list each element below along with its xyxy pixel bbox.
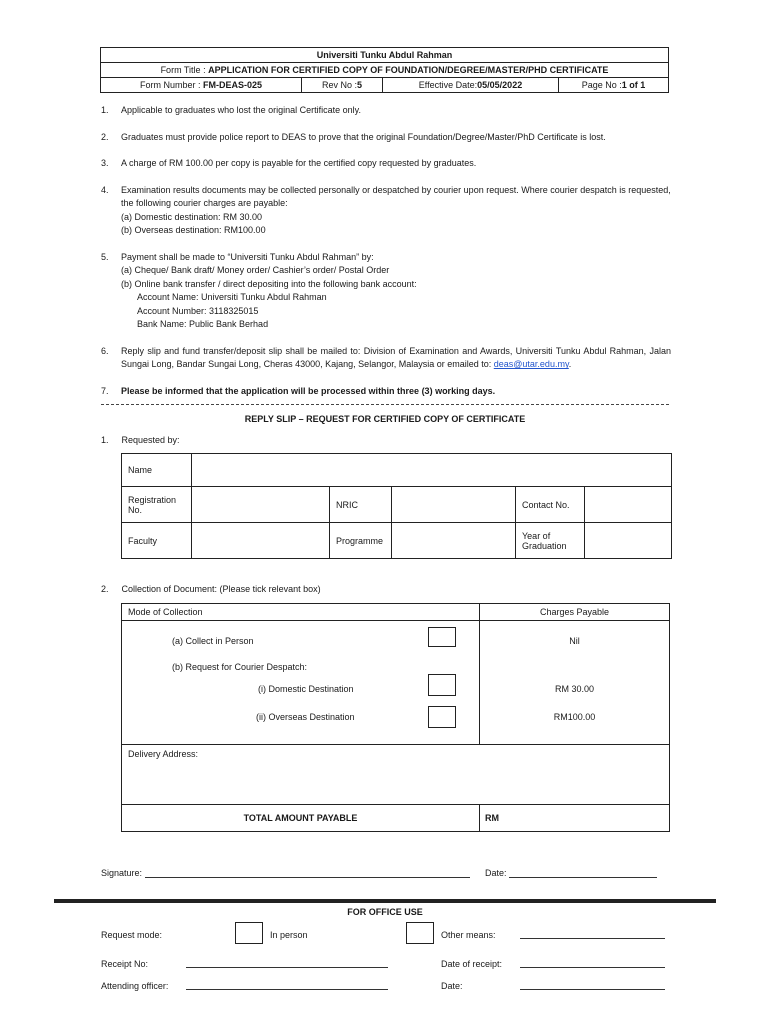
office-date-field[interactable] bbox=[520, 979, 665, 990]
nric-label: NRIC bbox=[330, 487, 392, 523]
attending-officer-field[interactable] bbox=[186, 979, 388, 990]
page-no bbox=[558, 78, 668, 92]
faculty-field[interactable] bbox=[192, 523, 330, 559]
signature-field[interactable] bbox=[145, 877, 470, 878]
form-number-value: FM-DEAS-025 bbox=[203, 80, 263, 90]
note-4: 4. Examination results documents may be collected personally or despatched by courier upon request. Where courier despatch is requested, the following courier charges are payable: (a) Domestic destination: RM 30.00 (b) Overseas destination: RM100.00 bbox=[101, 184, 671, 238]
courier-label: (b) Request for Courier Despatch: bbox=[172, 662, 308, 672]
note-1: 1. Applicable to graduates who lost the original Certificate only. bbox=[101, 104, 671, 117]
note-6: 6. Reply slip and fund transfer/deposit slip shall be mailed to: Division of Examination and Awards, Universiti Tunku Abdul Rahman, Jalan Sungai Long, Bandar Sungai Long, Cheras 43000, Kajang, Selangor, Malaysia or emailed to: deas@utar.edu.my. bbox=[101, 346, 671, 370]
registration-label: Registration No. bbox=[122, 487, 192, 523]
note-2: 2. Graduates must provide police report to DEAS to prove that the original Foundation/Degree/Master/PhD Certificate is lost. bbox=[101, 131, 671, 144]
account-number: Account Number: 3118325015 bbox=[137, 305, 259, 316]
in-person-checkbox[interactable] bbox=[235, 922, 263, 944]
rev-label: Rev No : bbox=[321, 80, 357, 90]
header-row-title bbox=[101, 62, 668, 77]
note-2-text: Graduates must provide police report to DEAS to prove that the original Foundation/Degree/Master/PhD Certificate is lost. bbox=[121, 132, 606, 142]
programme-label: Programme bbox=[330, 523, 392, 559]
form-title-label: Form Title : bbox=[160, 65, 209, 75]
note-6-text: Reply slip and fund transfer/deposit slip shall be mailed to: Division of Examination and Awards, Universiti Tunku Abdul Rahman, Jalan Sungai Long, Bandar Sungai Long, Cheras 43000, Kajang, Selangor, Malaysia or emailed to: bbox=[121, 346, 671, 370]
collect-in-person-checkbox[interactable] bbox=[428, 627, 456, 647]
bank-name: Bank Name: Public Bank Berhad bbox=[137, 319, 269, 330]
date-field[interactable] bbox=[509, 877, 657, 878]
email-link[interactable]: deas@utar.edu.my bbox=[493, 359, 569, 370]
delivery-address-field[interactable] bbox=[122, 760, 670, 803]
total-label: TOTAL AMOUNT PAYABLE bbox=[243, 813, 358, 823]
note-5: 5. Payment shall be made to “Universiti Tunku Abdul Rahman” by: (a) Cheque/ Bank draft/ Money order/ Cashier’s order/ Postal Order (b) Online bank transfer / direct depositing into the following bank account: Account Name: Universiti Tunku Abdul Rahman Account Number: 3118325015 Bank Name: Public Bank Berhad bbox=[101, 251, 671, 331]
contact-label: Contact No. bbox=[516, 487, 585, 523]
receipt-no-field[interactable] bbox=[186, 957, 388, 968]
name-field[interactable] bbox=[192, 454, 672, 487]
note-4-a: (a) Domestic destination: RM 30.00 bbox=[121, 211, 263, 222]
other-means-field[interactable] bbox=[520, 928, 665, 939]
overseas-charge: RM100.00 bbox=[553, 712, 596, 722]
office-divider bbox=[54, 899, 716, 903]
note-6-end: . bbox=[568, 359, 572, 370]
faculty-label: Faculty bbox=[122, 523, 192, 559]
form-title bbox=[101, 65, 668, 75]
requested-by-label: 1. Requested by: bbox=[101, 435, 180, 445]
other-means-checkbox[interactable] bbox=[406, 922, 434, 944]
page-value: 1 of 1 bbox=[621, 80, 646, 90]
total-rm: RM bbox=[485, 813, 499, 823]
note-5-text: Payment shall be made to “Universiti Tunku Abdul Rahman” by: bbox=[121, 252, 374, 262]
date-of-receipt-field[interactable] bbox=[520, 957, 665, 968]
name-label: Name bbox=[122, 454, 192, 487]
account-name: Account Name: Universiti Tunku Abdul Rahman bbox=[137, 292, 327, 303]
registration-field[interactable] bbox=[192, 487, 330, 523]
requester-details-table bbox=[121, 453, 672, 559]
form-header-table bbox=[100, 47, 669, 93]
signature-label: Signature: bbox=[101, 868, 143, 878]
cut-line bbox=[101, 404, 669, 405]
collection-text: Collection of Document: (Please tick relevant box) bbox=[121, 584, 321, 594]
date-of-receipt-label: Date of receipt: bbox=[441, 959, 503, 969]
programme-field[interactable] bbox=[392, 523, 516, 559]
delivery-address-label: Delivery Address: bbox=[128, 749, 199, 759]
note-7-text: Please be informed that the application will be processed within three (3) working days. bbox=[121, 386, 496, 396]
note-3-text: A charge of RM 100.00 per copy is payable for the certified copy requested by graduates. bbox=[121, 158, 477, 168]
year-field[interactable] bbox=[585, 523, 672, 559]
effective-date bbox=[382, 78, 558, 92]
charges-header: Charges Payable bbox=[539, 607, 610, 617]
note-4-b: (b) Overseas destination: RM100.00 bbox=[121, 225, 266, 236]
reply-slip-title: REPLY SLIP – REQUEST FOR CERTIFIED COPY OF CERTIFICATE bbox=[244, 414, 526, 424]
office-title: FOR OFFICE USE bbox=[347, 907, 423, 917]
form-number-label: Form Number : bbox=[139, 80, 203, 90]
form-title-value: APPLICATION FOR CERTIFIED COPY OF FOUNDATION/DEGREE/MASTER/PHD CERTIFICATE bbox=[208, 65, 609, 75]
attending-officer-label: Attending officer: bbox=[101, 981, 169, 991]
office-date-label: Date: bbox=[441, 981, 463, 991]
note-3: 3. A charge of RM 100.00 per copy is payable for the certified copy requested by graduates. bbox=[101, 157, 671, 170]
note-7: 7. Please be informed that the application will be processed within three (3) working days. bbox=[101, 385, 671, 398]
receipt-no-label: Receipt No: bbox=[101, 959, 149, 969]
contact-field[interactable] bbox=[585, 487, 672, 523]
note-5-a: (a) Cheque/ Bank draft/ Money order/ Cashier’s order/ Postal Order bbox=[121, 265, 390, 276]
effective-value: 05/05/2022 bbox=[477, 80, 523, 90]
collect-charge: Nil bbox=[569, 636, 580, 646]
collection-table bbox=[121, 603, 670, 832]
note-1-text: Applicable to graduates who lost the original Certificate only. bbox=[121, 105, 361, 115]
collection-label: 2. Collection of Document: (Please tick relevant box) bbox=[101, 584, 321, 594]
collect-in-person-label: (a) Collect in Person bbox=[172, 636, 254, 646]
overseas-label: (ii) Overseas Destination bbox=[256, 712, 355, 722]
other-means-label: Other means: bbox=[441, 930, 496, 940]
signature-row bbox=[101, 868, 470, 878]
date-label: Date: bbox=[485, 868, 507, 878]
nric-field[interactable] bbox=[392, 487, 516, 523]
domestic-checkbox[interactable] bbox=[428, 674, 456, 696]
requested-by-text: Requested by: bbox=[121, 435, 180, 445]
form-number bbox=[101, 80, 301, 90]
university-name: Universiti Tunku Abdul Rahman bbox=[316, 50, 453, 60]
year-label: Year of Graduation bbox=[516, 523, 585, 559]
date-row bbox=[485, 868, 657, 878]
rev-value: 5 bbox=[357, 80, 363, 90]
rev-no bbox=[301, 78, 382, 92]
domestic-label: (i) Domestic Destination bbox=[258, 684, 354, 694]
domestic-charge: RM 30.00 bbox=[554, 684, 595, 694]
mode-header: Mode of Collection bbox=[128, 607, 203, 617]
overseas-checkbox[interactable] bbox=[428, 706, 456, 728]
header-row-meta bbox=[101, 77, 668, 92]
page-label: Page No : bbox=[581, 80, 622, 90]
in-person-label: In person bbox=[270, 930, 308, 940]
header-row-university bbox=[101, 48, 668, 62]
effective-label: Effective Date: bbox=[418, 80, 478, 90]
request-mode-label: Request mode: bbox=[101, 930, 163, 940]
note-5-b: (b) Online bank transfer / direct depositing into the following bank account: bbox=[121, 278, 417, 289]
note-4-text: Examination results documents may be collected personally or despatched by courier upon request. Where courier despatch is requested, the following courier charges are payable: bbox=[121, 185, 671, 209]
